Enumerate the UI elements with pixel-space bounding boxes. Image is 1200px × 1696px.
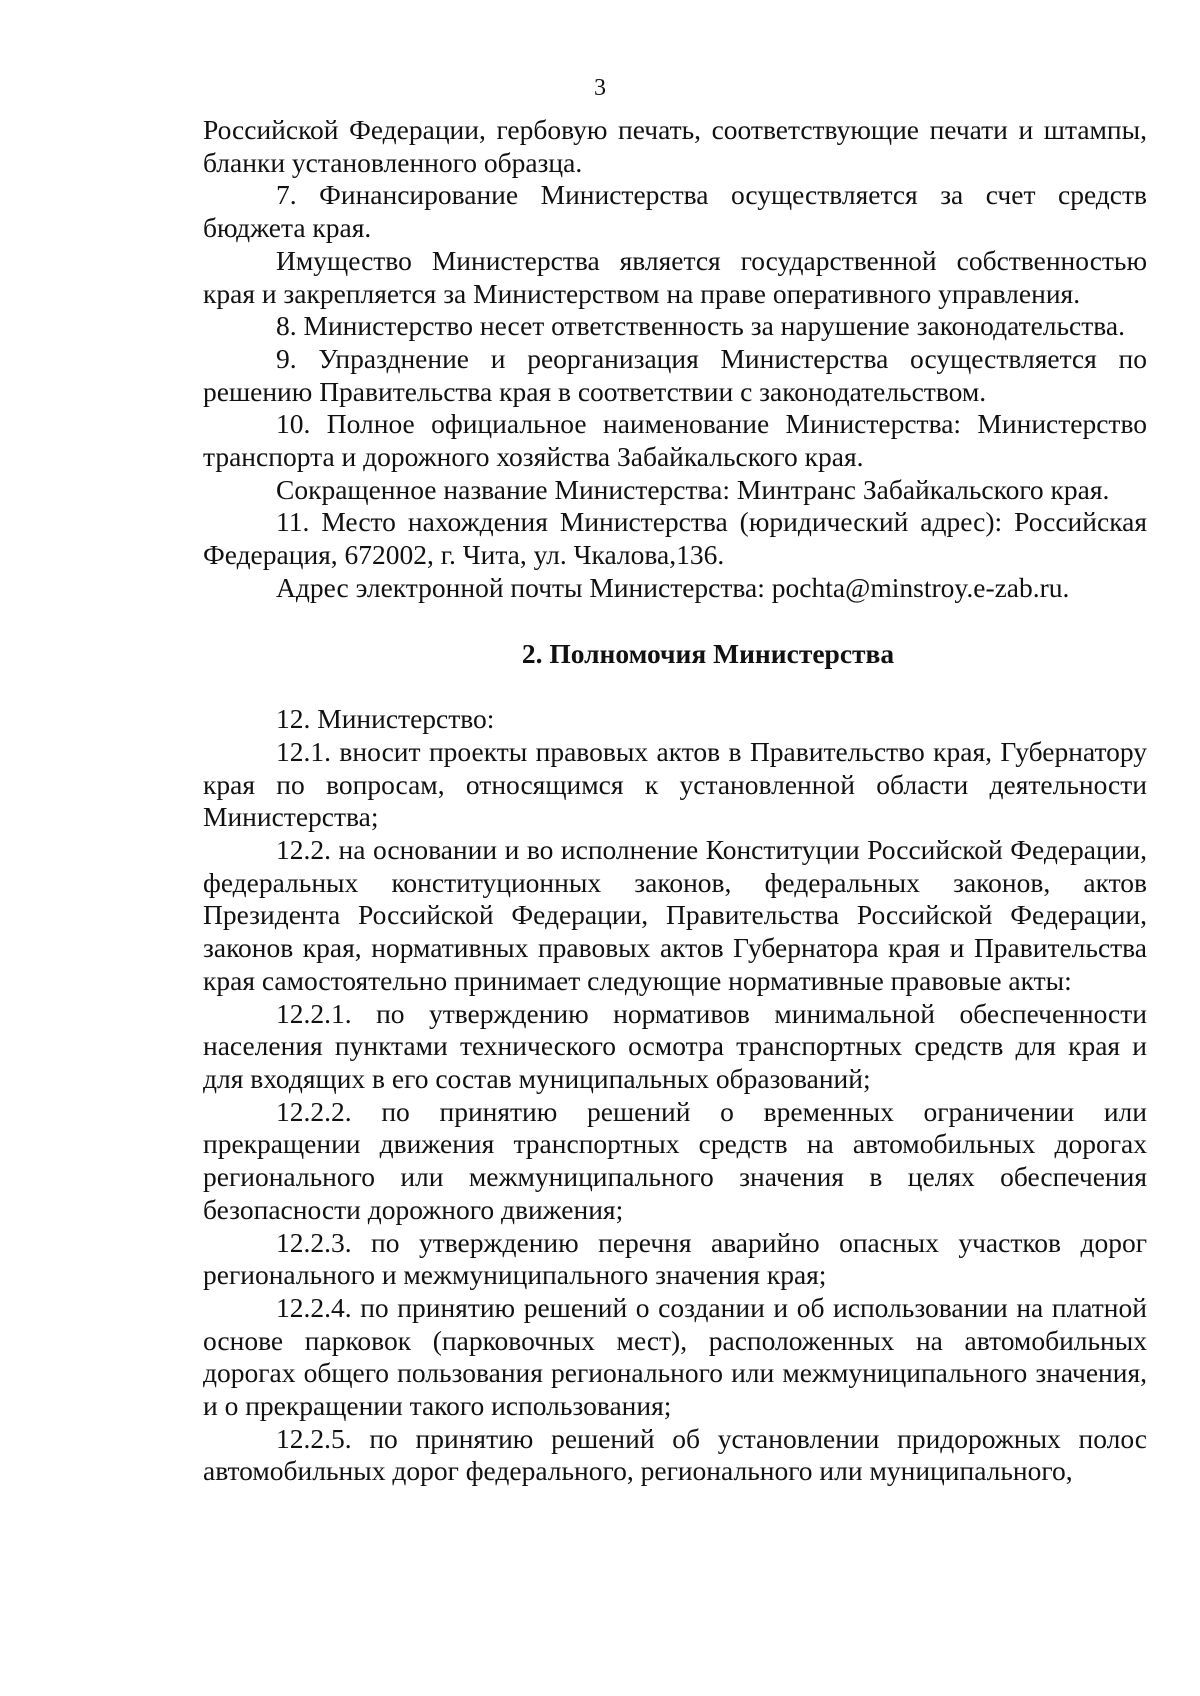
page-number: 3 [594,75,606,101]
paragraph-8: 8. Министерство несет ответственность за нарушение законодательства. [276,310,1125,342]
paragraph-9: 9. Упразднение и реорганизация Министерства осуществляется по решению Правительства края в соответствии с законодательством. [203,342,1147,407]
paragraph-12-2-3: 12.2.3. по утверждению перечня аварийно опасных участков дорог регионального и межмуниципального значения края; [203,1226,1147,1291]
spacer [203,605,1147,638]
paragraph-12-1: 12.1. вносит проекты правовых актов в Правительство края, Губернатору края по вопросам, относящимся к установленной области деятельности Министерства; [203,735,1147,833]
paragraph-12-2-2: 12.2.2. по принятию решений о временных ограничении или прекращении движения транспортных средств на автомобильных дорогах регионального или межмуниципального значения в целях обеспечения безопасности дорожного движения; [203,1095,1147,1225]
paragraph-continuation: Российской Федерации, гербовую печать, соответствующие печати и штампы, бланки установленного образца. [203,114,1147,178]
paragraph-12: 12. Министерство: [276,703,495,735]
paragraph-short-name: Сокращенное название Министерства: Минтранс Забайкальского края. [276,473,1110,505]
paragraph-12-2-1: 12.2.1. по утверждению нормативов минимальной обеспеченности населения пунктами технического осмотра транспортных средств для края и для входящих в его состав муниципальных образований; [203,997,1147,1094]
section-heading: 2. Полномочия Министерства [521,637,895,669]
paragraph-11: 11. Место нахождения Министерства (юридический адрес): Российская Федерация, 672002, г. Чита, ул. Чкалова,136. [203,506,1147,571]
paragraph-property: Имущество Министерства является государственной собственностью края и закрепляется за Министерством на праве оперативного управления. [203,244,1147,309]
paragraph-email: Адрес электронной почты Министерства: pochta@minstroy.e-zab.ru. [276,571,1070,603]
paragraph-12-2-5: 12.2.5. по принятию решений об установлении придорожных полос автомобильных дорог федерального, регионального или муниципального, [203,1422,1147,1487]
paragraph-10: 10. Полное официальное наименование Министерства: Министерство транспорта и дорожного хозяйства Забайкальского края. [203,408,1147,473]
paragraph-12-2-4: 12.2.4. по принятию решений о создании и об использовании на платной основе парковок (парковочных мест), расположенных на автомобильных дорогах общего пользования регионального или межмуниципального значения, и о прекращении такого использования; [203,1291,1147,1422]
spacer [203,670,1147,703]
paragraph-7: 7. Финансирование Министерства осуществляется за счет средств бюджета края. [203,179,1147,244]
document-body [203,114,1147,1488]
paragraph-12-2: 12.2. на основании и во исполнение Конституции Российской Федерации, федеральных конституционных законов, федеральных законов, актов Президента Российской Федерации, Правительства Российской Федерации, законов края, нормативных правовых актов Губернатора края и Правительства края самостоятельно принимает следующие нормативные правовые акты: [203,834,1147,996]
